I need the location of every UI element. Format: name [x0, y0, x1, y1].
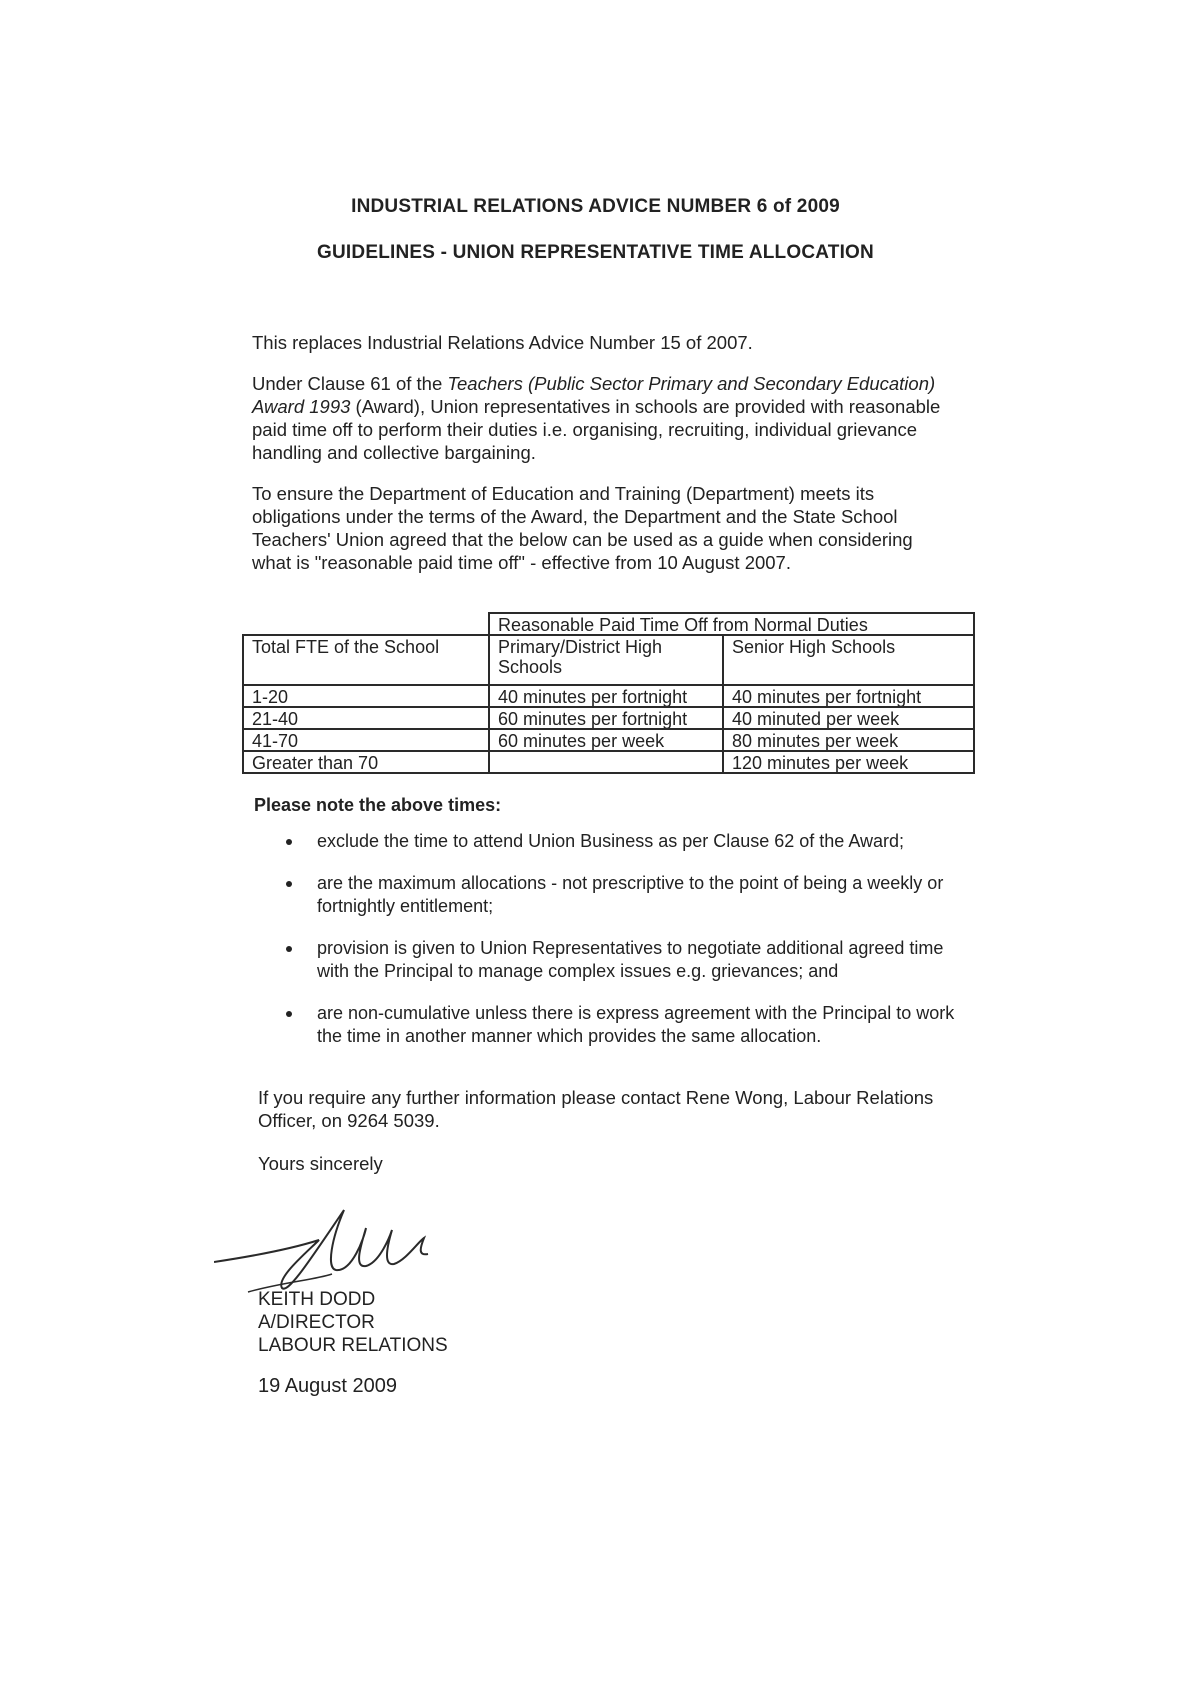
document-date: 19 August 2009 — [258, 1375, 398, 1397]
list-item — [286, 830, 966, 853]
table-cell-fte: Greater than 70 — [242, 750, 490, 774]
table-cell-fte: 21-40 — [242, 706, 490, 730]
bullet-icon — [286, 946, 292, 952]
document-title: INDUSTRIAL RELATIONS ADVICE NUMBER 6 of 2009 — [351, 196, 840, 217]
contact-paragraph: If you require any further information please contact Rene Wong, Labour Relations Officer, on 9264 5039. — [258, 1087, 934, 1131]
table-group-header: Reasonable Paid Time Off from Normal Duties — [488, 612, 975, 636]
bullet-icon — [286, 1011, 292, 1017]
table-cell-senior: 40 minuted per week — [722, 706, 975, 730]
table-cell-fte: 1-20 — [242, 684, 490, 708]
table-cell-primary: 40 minutes per fortnight — [488, 684, 724, 708]
award-paragraph — [252, 372, 952, 464]
signature-image — [214, 1198, 464, 1298]
table-cell-senior: 120 minutes per week — [722, 750, 975, 774]
table-cell-fte: 41-70 — [242, 728, 490, 752]
closing: Yours sincerely — [258, 1153, 383, 1174]
list-item — [286, 1002, 966, 1048]
list-item — [286, 872, 966, 918]
list-item-text: provision is given to Union Representatives to negotiate additional agreed time with the Principal to manage complex issues e.g. grievances; and — [317, 938, 944, 981]
signatory-unit: LABOUR RELATIONS — [258, 1335, 448, 1356]
award-paragraph-lead: Under Clause 61 of the — [252, 373, 448, 394]
table-cell-primary: 60 minutes per fortnight — [488, 706, 724, 730]
list-item — [286, 937, 966, 983]
agreement-paragraph: To ensure the Department of Education and Training (Department) meets its obligations under the terms of the Award, the Department and the State School Teachers' Union agreed that the below can be used as a guide when considering what is "reasonable paid time off" - effective from 10 August 2007. — [252, 483, 913, 573]
table-header-fte: Total FTE of the School — [242, 634, 490, 686]
table-cell-primary — [488, 750, 724, 774]
table-cell-senior: 40 minutes per fortnight — [722, 684, 975, 708]
replaces-paragraph: This replaces Industrial Relations Advice Number 15 of 2007. — [252, 332, 753, 353]
table-header-primary: Primary/District High Schools — [488, 634, 724, 686]
time-allocation-table — [242, 612, 975, 772]
signatory-block — [258, 1288, 448, 1357]
document-subtitle: GUIDELINES - UNION REPRESENTATIVE TIME ALLOCATION — [317, 242, 874, 263]
bullet-icon — [286, 839, 292, 845]
table-cell-primary: 60 minutes per week — [488, 728, 724, 752]
list-item-text: are non-cumulative unless there is express agreement with the Principal to work the time in another manner which provides the same allocation. — [317, 1003, 955, 1046]
table-cell-senior: 80 minutes per week — [722, 728, 975, 752]
award-paragraph-body: (Award), Union representatives in schools are provided with reasonable paid time off to perform their duties i.e. organising, recruiting, individual grievance handling and collective bargaining. — [252, 396, 941, 463]
note-heading: Please note the above times: — [254, 795, 502, 815]
signatory-name: KEITH DODD — [258, 1289, 376, 1310]
notes-list — [286, 830, 966, 1067]
list-item-text: exclude the time to attend Union Business as per Clause 62 of the Award; — [317, 831, 905, 851]
list-item-text: are the maximum allocations - not prescriptive to the point of being a weekly or fortnightly entitlement; — [317, 873, 944, 916]
bullet-icon — [286, 881, 292, 887]
table-header-senior: Senior High Schools — [722, 634, 975, 686]
signatory-title: A/DIRECTOR — [258, 1312, 375, 1333]
award-name: Teachers (Public Sector Primary and Secondary Education) Award 1993 — [252, 373, 936, 417]
